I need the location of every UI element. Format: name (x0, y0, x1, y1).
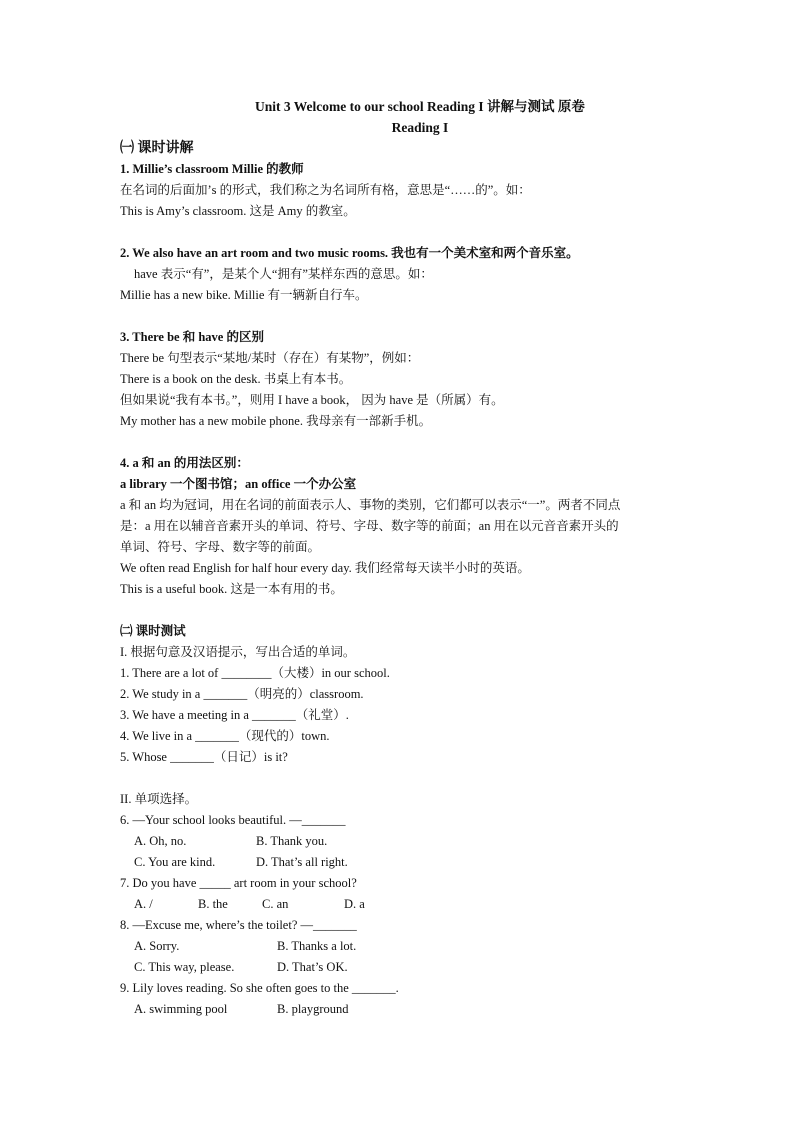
option: C. This way, please. (134, 960, 235, 974)
point-3-line: My mother has a new mobile phone. 我母亲有一部新手机。 (120, 414, 432, 428)
section-heading-lecture: ㈠ 课时讲解 (120, 141, 194, 156)
document-page (120, 96, 680, 1020)
document-title: Unit 3 Welcome to our school Reading I 讲解与测试 原卷 (255, 99, 585, 114)
spacer (120, 222, 680, 243)
part-2-heading: II. 单项选择。 (120, 792, 198, 806)
option: A. Sorry. (134, 939, 180, 953)
question-stem: 7. Do you have _____ art room in your school? (120, 876, 357, 890)
part-1-heading: I. 根据句意及汉语提示，写出合适的单词。 (120, 645, 356, 659)
question-stem: 6. —Your school looks beautiful. —_______ (120, 813, 346, 827)
point-4-heading: 4. a 和 an 的用法区别： (120, 456, 249, 470)
point-3-line: There is a book on the desk. 书桌上有本书。 (120, 372, 352, 386)
point-1-line: This is Amy’s classroom. 这是 Amy 的教室。 (120, 204, 356, 218)
option-row (120, 957, 680, 978)
section-heading-test: ㈡ 课时测试 (120, 624, 186, 638)
point-4-line: 是：a 用在以辅音音素开头的单词、符号、字母、数字等的前面；an 用在以元音音素开头的 (120, 519, 619, 533)
point-4-line: This is a useful book. 这是一本有用的书。 (120, 582, 343, 596)
point-2-line: Millie has a new bike. Millie 有一辆新自行车。 (120, 288, 368, 302)
point-3-line: 但如果说“我有本书。”，则用 I have a book， 因为 have 是（所属）有。 (120, 393, 504, 407)
question-stem: 9. Lily loves reading. So she often goes to the _______. (120, 981, 399, 995)
spacer (120, 768, 680, 789)
spacer (120, 306, 680, 327)
option: B. Thanks a lot. (277, 939, 357, 953)
spacer (120, 600, 680, 621)
document-subtitle: Reading I (391, 120, 449, 135)
fill-in-item: 4. We live in a _______（现代的）town. (120, 729, 330, 743)
point-1-heading: 1. Millie’s classroom Millie 的教师 (120, 162, 304, 176)
fill-in-item: 5. Whose _______（日记）is it? (120, 750, 288, 764)
point-4-line: a 和 an 均为冠词，用在名词的前面表示人、事物的类别，它们都可以表示“一”。两者不同点 (120, 498, 621, 512)
fill-in-item: 1. There are a lot of ________（大楼）in our school. (120, 666, 390, 680)
option: A. swimming pool (134, 1002, 228, 1016)
option: B. Thank you. (256, 834, 328, 848)
option: B. the (198, 897, 228, 911)
option-row (120, 894, 680, 915)
fill-in-item: 3. We have a meeting in a _______（礼堂）. (120, 708, 349, 722)
point-1-line: 在名词的后面加’s 的形式，我们称之为名词所有格，意思是“……的”。如： (120, 183, 531, 197)
point-4-line: 单词、符号、字母、数字等的前面。 (120, 540, 321, 554)
point-3-heading: 3. There be 和 have 的区别 (120, 330, 264, 344)
option-row (120, 852, 680, 873)
option: B. playground (277, 1002, 349, 1016)
point-2-line: have 表示“有”，是某个人“拥有”某样东西的意思。如： (134, 267, 433, 281)
option: C. an (262, 897, 289, 911)
option: A. / (134, 897, 153, 911)
option-row (120, 936, 680, 957)
fill-in-item: 2. We study in a _______（明亮的）classroom. (120, 687, 364, 701)
question-stem: 8. —Excuse me, where’s the toilet? —_______ (120, 918, 357, 932)
option: D. That’s all right. (256, 855, 348, 869)
point-4-line: We often read English for half hour every day. 我们经常每天读半小时的英语。 (120, 561, 530, 575)
spacer (120, 432, 680, 453)
option: D. That’s OK. (277, 960, 348, 974)
point-3-line: There be 句型表示“某地/某时（存在）有某物”，例如： (120, 351, 420, 365)
point-2-heading: 2. We also have an art room and two music rooms. 我也有一个美术室和两个音乐室。 (120, 246, 579, 260)
option: D. a (344, 897, 365, 911)
option: C. You are kind. (134, 855, 216, 869)
option-row (120, 831, 680, 852)
point-4-example: a library 一个图书馆；an office 一个办公室 (120, 477, 357, 491)
option: A. Oh, no. (134, 834, 187, 848)
option-row (120, 999, 680, 1020)
